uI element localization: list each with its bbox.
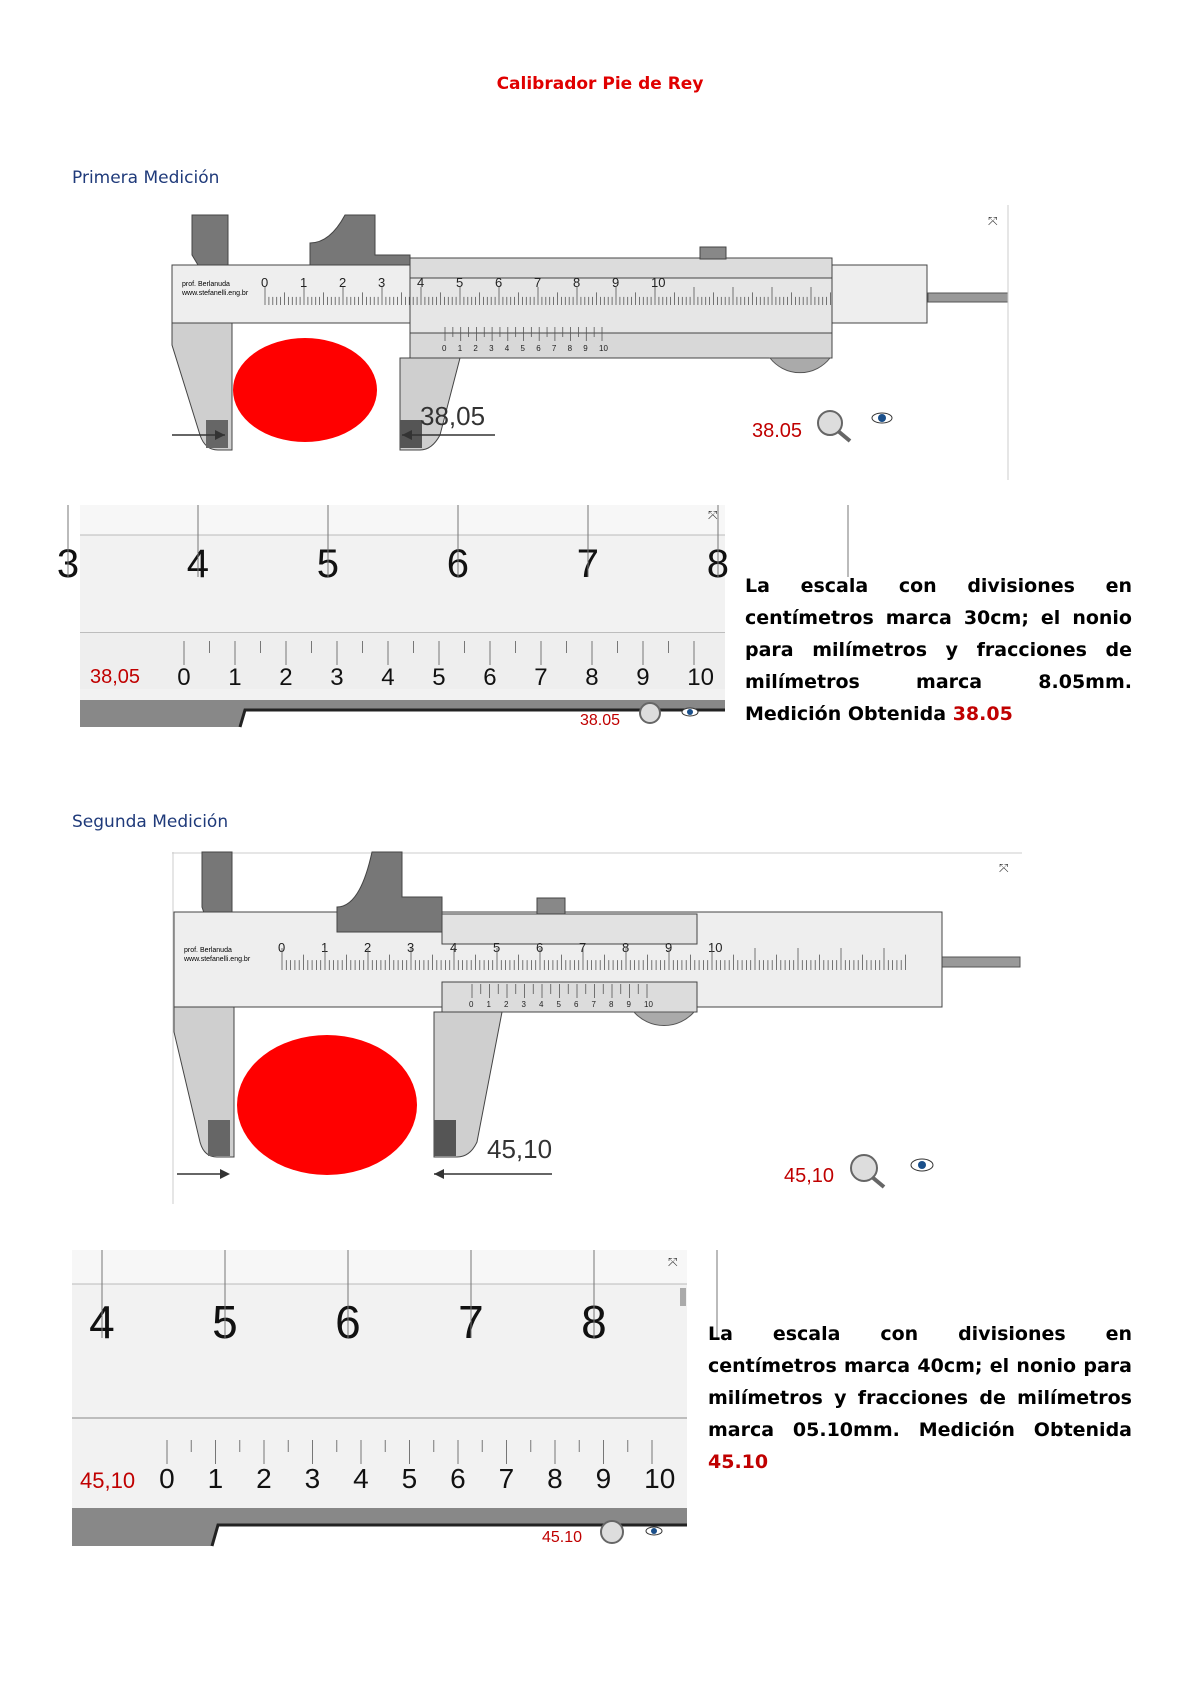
zoom-scale-number: 5 [316, 542, 340, 586]
logo-line-2: www.stefanelli.eng.br [182, 290, 249, 297]
zoom-vernier-number: 4 [353, 1463, 369, 1494]
main-scale-label: 4 [450, 940, 458, 955]
main-scale-label: 3 [407, 940, 415, 955]
scrollbar-thumb[interactable] [680, 1288, 686, 1306]
vernier-label: 2 [473, 344, 478, 353]
zoom-fullscreen-icon[interactable]: ⤧ [708, 508, 718, 522]
vernier-label: 6 [574, 1000, 579, 1009]
caliper-figure-1 [170, 205, 1010, 480]
zoom-vernier-number: 1 [207, 1463, 224, 1494]
vernier-label: 6 [536, 344, 541, 353]
vernier-label: 3 [489, 344, 494, 353]
zoom-scale-number: 3 [56, 542, 80, 586]
zoom-vernier-number: 10 [644, 1463, 676, 1494]
zoom-figure-2 [72, 1250, 687, 1546]
vernier-label: 2 [504, 1000, 509, 1009]
main-scale-label: 10 [651, 275, 666, 290]
vernier-label: 8 [609, 1000, 614, 1009]
zoom-display-value: 45.10 [542, 1529, 583, 1546]
description-2 [708, 1318, 1132, 1478]
zoom-readout: 45,10 [80, 1468, 136, 1493]
main-scale-label: 7 [534, 275, 542, 290]
magnifier-icon[interactable] [851, 1155, 884, 1187]
zoom-scale-number: 6 [335, 1296, 361, 1348]
zoom-vernier-number: 8 [585, 664, 599, 691]
main-scale-label: 0 [261, 275, 269, 290]
display-value: 45,10 [784, 1165, 835, 1187]
vernier-label: 8 [567, 344, 573, 353]
result-value: 38.05 [952, 703, 1013, 725]
section-heading-1: Primera Medición [72, 168, 220, 188]
main-scale-label: 10 [708, 940, 723, 955]
display-value: 38.05 [752, 420, 803, 442]
vernier-label: 5 [520, 344, 525, 353]
fullscreen-icon[interactable] [999, 861, 1009, 875]
vernier-label: 1 [457, 344, 463, 353]
vernier-label: 5 [556, 1000, 561, 1009]
dimension-label: 38,05 [420, 401, 486, 431]
main-scale-label: 9 [665, 940, 673, 955]
zoom-scale-number: 7 [576, 542, 600, 586]
main-scale-label: 2 [339, 275, 347, 290]
zoom-vernier-number: 1 [228, 664, 242, 691]
zoom-eye-icon[interactable] [682, 708, 698, 716]
measured-object [233, 338, 377, 442]
zoom-figure-1 [56, 505, 730, 729]
vernier-label: 7 [551, 344, 557, 353]
vernier-label: 10 [599, 344, 608, 353]
dimension-label: 45,10 [487, 1134, 553, 1164]
zoom-vernier-number: 5 [432, 664, 446, 691]
vernier-label: 4 [504, 344, 510, 353]
zoom-scale-number: 6 [446, 542, 470, 586]
caliper-figure-2 [172, 852, 1022, 1204]
zoom-scale-number: 8 [581, 1296, 607, 1348]
zoom-vernier-number: 7 [498, 1463, 515, 1494]
logo-line-1: prof. Berlanuda [184, 947, 232, 954]
main-scale-label: 8 [573, 275, 581, 290]
zoom-vernier-number: 0 [159, 1463, 175, 1494]
zoom-scale-number: 5 [212, 1296, 238, 1348]
zoom-display-value: 38.05 [580, 712, 621, 729]
zoom-magnifier-icon[interactable] [601, 1521, 623, 1543]
main-scale-label: 5 [493, 940, 501, 955]
vernier-label: 3 [521, 1000, 526, 1009]
description-text: La escala con divisiones en centímetros marca 40cm; el nonio para milímetros y fracciones de milímetros marca 05.10mm. Medición Obtenida [708, 1323, 1132, 1441]
measured-object [237, 1035, 417, 1175]
description-1 [745, 570, 1132, 730]
zoom-vernier-number: 6 [483, 664, 497, 691]
vernier-label: 1 [486, 1000, 491, 1009]
zoom-vernier-number: 8 [547, 1463, 563, 1494]
zoom-scale-number: 8 [706, 542, 730, 586]
eye-icon[interactable] [872, 413, 892, 423]
zoom-eye-icon[interactable] [646, 1527, 662, 1535]
zoom-vernier-number: 9 [595, 1463, 612, 1494]
zoom-scale-number: 4 [89, 1296, 115, 1348]
main-scale-label: 7 [579, 940, 587, 955]
zoom-vernier-number: 9 [636, 664, 650, 691]
main-scale-label: 2 [364, 940, 372, 955]
section-heading-2: Segunda Medición [72, 812, 229, 832]
zoom-vernier-number: 2 [279, 664, 293, 691]
magnifier-icon[interactable] [818, 411, 850, 441]
vernier-label: 9 [626, 1000, 631, 1009]
zoom-vernier-number: 2 [256, 1463, 272, 1494]
zoom-fullscreen-icon[interactable]: ⤧ [668, 1255, 678, 1269]
zoom-vernier-number: 10 [687, 664, 714, 691]
svg-text:⤧: ⤧ [999, 861, 1009, 875]
main-scale-label: 1 [321, 940, 329, 955]
result-value: 45.10 [708, 1451, 769, 1473]
zoom-vernier-number: 3 [330, 664, 344, 691]
vernier-label: 9 [583, 344, 588, 353]
main-scale-label: 6 [536, 940, 544, 955]
vernier-label: 10 [644, 1000, 653, 1009]
eye-icon[interactable] [911, 1159, 933, 1171]
main-scale-label: 6 [495, 275, 503, 290]
svg-text:⤧: ⤧ [988, 214, 998, 228]
main-scale-label: 5 [456, 275, 464, 290]
zoom-scale-number: 4 [186, 542, 210, 586]
vernier-label: 0 [442, 344, 447, 353]
zoom-vernier-number: 6 [450, 1463, 466, 1494]
page-title: Calibrador Pie de Rey [496, 74, 704, 94]
vernier-label: 0 [469, 1000, 474, 1009]
zoom-vernier-number: 3 [304, 1463, 321, 1494]
vernier-label: 7 [591, 1000, 596, 1009]
fullscreen-icon[interactable] [988, 214, 998, 228]
zoom-magnifier-icon[interactable] [640, 703, 660, 723]
zoom-vernier-number: 5 [401, 1463, 418, 1494]
main-scale-label: 4 [417, 275, 425, 290]
main-scale-label: 8 [622, 940, 630, 955]
main-scale-label: 3 [378, 275, 386, 290]
main-scale-label: 0 [278, 940, 286, 955]
main-scale-label: 9 [612, 275, 620, 290]
zoom-readout: 38,05 [90, 666, 141, 688]
zoom-vernier-number: 4 [381, 664, 395, 691]
main-scale-label: 1 [300, 275, 308, 290]
logo-line-2: www.stefanelli.eng.br [184, 956, 251, 963]
zoom-vernier-number: 7 [534, 664, 548, 691]
vernier-label: 4 [539, 1000, 544, 1009]
description-text: La escala con divisiones en centímetros marca 30cm; el nonio para milímetros y fracciones de milímetros marca 8.05mm. Medición Obtenida [745, 575, 1132, 725]
zoom-vernier-number: 0 [177, 664, 191, 691]
zoom-scale-number: 7 [458, 1296, 484, 1348]
logo-line-1: prof. Berlanuda [182, 281, 230, 288]
